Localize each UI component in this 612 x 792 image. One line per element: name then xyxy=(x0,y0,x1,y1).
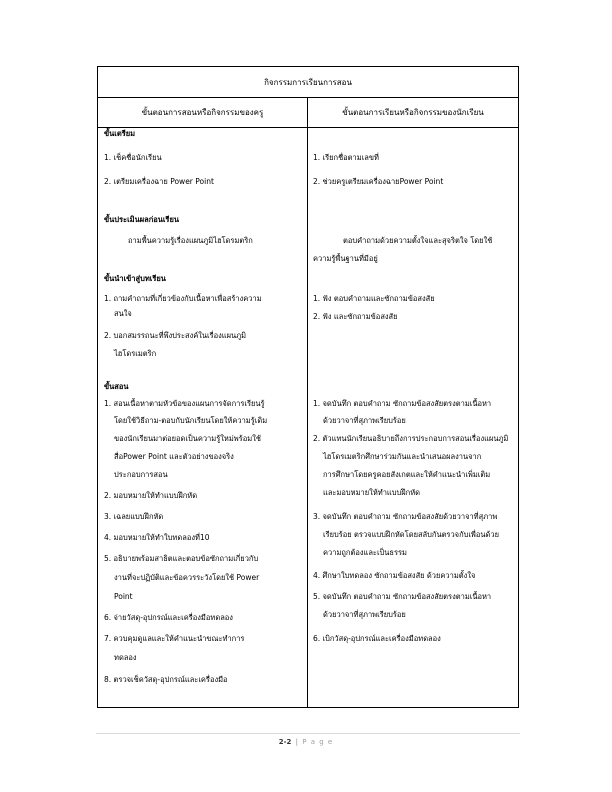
left-line: 8. ตรวจเช็ควัสดุ-อุปกรณ์และเครื่องมือ xyxy=(104,675,228,684)
activity-table xyxy=(97,66,519,708)
right-line: การศึกษาโดยครูคอยสังเกตและให้คำแนะนำเพิ่มเติม xyxy=(323,470,491,479)
right-line: 4. ศึกษาใบทดลอง ซักถามข้อสงสัย ด้วยความตั้งใจ xyxy=(313,571,476,580)
table-title: กิจกรรมการเรียนการสอน xyxy=(264,77,352,87)
right-line: 2. ตัวแทนนักเรียนอธิบายถึงการประกอบการสอนเรื่องแผนภูมิ xyxy=(313,434,509,443)
student-header: ขั้นตอนการเรียนหรือกิจกรรมของนักเรียน xyxy=(342,107,484,117)
left-line: 1. ถามคำถามที่เกี่ยวข้องกับเนื้อหาเพื่อสร้างความ xyxy=(104,294,262,303)
left-line: ประกอบการสอน xyxy=(114,470,168,479)
right-line: ด้วยวาจาที่สุภาพเรียบร้อย xyxy=(323,610,406,619)
left-line: ทดลอง xyxy=(114,653,137,662)
footer-separator: | xyxy=(295,738,299,746)
left-line: 1. สอนเนื้อหาตามหัวข้อของแผนการจัดการเรียนรู้ xyxy=(104,399,265,408)
right-line: 2. ฟัง และซักถามข้อสงสัย xyxy=(313,312,398,321)
right-line: ความรู้พื้นฐานที่มีอยู่ xyxy=(313,254,378,263)
footer-rule xyxy=(96,733,520,734)
left-line: ไฮโดรเมตริก xyxy=(114,349,157,358)
left-line: Point xyxy=(114,592,133,601)
right-line: ความถูกต้องและเป็นธรรม xyxy=(323,548,407,557)
left-line: สนใจ xyxy=(114,309,132,318)
left-line: สื่อPower Point และตัวอย่างของจริง xyxy=(114,452,234,461)
right-line: 3. จดบันทึก ตอบคำถาม ซักถามข้อสงสัยด้วยวาจาที่สุภาพ xyxy=(313,512,498,521)
table-title-row xyxy=(98,67,518,98)
right-line: 6. เบิกวัสดุ-อุปกรณ์และเครื่องมือทดลอง xyxy=(313,634,441,643)
right-line: ไฮโดรเมตริกศึกษาร่วมกันและนำเสนอผลงานจาก xyxy=(323,452,482,461)
left-line: ถามพื้นความรู้เรื่องแผนภูมิไฮโดรมตริก xyxy=(128,236,253,245)
left-line: 6. จ่ายวัสดุ-อุปกรณ์และเครื่องมือทดลอง xyxy=(104,613,233,622)
right-line: ด้วยวาจาที่สุภาพเรียบร้อย xyxy=(323,416,406,425)
teacher-header: ขั้นตอนการสอนหรือกิจกรรมของครู xyxy=(141,107,264,117)
right-line: ตอบคำถามด้วยความตั้งใจและสุจริตใจ โดยใช้ xyxy=(343,236,493,245)
column-divider xyxy=(307,127,308,707)
right-line: เรียบร้อย ตรวจแบบฝึกหัดโดยสลับกันตรวจกับเพื่อนด้วย xyxy=(323,530,499,539)
right-line: 5. จดบันทึก ตอบคำถาม ซักถามข้อสงสัยตรงตามเนื้อหา xyxy=(313,592,492,601)
right-line: 1. เรียกชื่อตามเลขที่ xyxy=(313,153,379,162)
prep-heading: ขั้นเตรียม xyxy=(104,129,136,138)
right-line: และมอบหมายให้ทำแบบฝึกหัด xyxy=(323,488,421,497)
right-line: 1. จดบันทึก ตอบคำถาม ซักถามข้อสงสัยตรงตามเนื้อหา xyxy=(313,399,492,408)
left-line: 2. เตรียมเครื่องฉาย Power Point xyxy=(104,177,214,186)
student-header-cell xyxy=(308,97,518,127)
left-line: โดยใช้วิธีถาม-ตอบกับนักเรียนโดยให้ความรู้เดิม xyxy=(114,416,268,425)
left-line: งานที่จะปฏิบัติและข้อควรระวังโดยใช้ Power xyxy=(114,573,260,582)
right-line: 2. ช่วยครูเตรียมเครื่องฉายPower Point xyxy=(313,177,444,186)
left-line: 2. บอกสมรรถนะที่พึงประสงค์ในเรื่องแผนภูมิ xyxy=(104,331,247,340)
right-line: 1. ฟัง ตอบคำถามและซักถามข้อสงสัย xyxy=(313,294,435,303)
teaching-heading: ขั้นสอน xyxy=(104,382,129,391)
pretest-heading: ขั้นประเมินผลก่อนเรียน xyxy=(104,215,179,224)
left-line: 5. อธิบายพร้อมสาธิตและตอบข้อซักถามเกี่ยวกับ xyxy=(104,554,259,563)
intro-heading: ขั้นนำเข้าสู่บทเรียน xyxy=(104,274,166,283)
page-label: P a g e xyxy=(302,738,334,746)
left-line: 1. เช็คชื่อนักเรียน xyxy=(104,153,162,162)
left-line: 2. มอบหมายให้ทำแบบฝึกหัด xyxy=(104,491,198,500)
page-footer xyxy=(0,738,612,746)
page-number: 2-2 xyxy=(278,738,292,746)
left-line: 3. เฉลยแบบฝึกหัด xyxy=(104,512,164,521)
teacher-header-cell xyxy=(98,97,308,127)
table-content-row xyxy=(98,127,518,707)
left-line: 7. ควบคุมดูแลและให้คำแนะนำขณะทำการ xyxy=(104,634,245,643)
left-line: ของนักเรียนมาต่อยอดเป็นความรู้ใหม่พร้อมใช้ xyxy=(114,434,261,443)
table-header-row xyxy=(98,97,518,128)
left-line: 4. มอบหมายให้ทำใบทดลองที่10 xyxy=(104,533,210,542)
